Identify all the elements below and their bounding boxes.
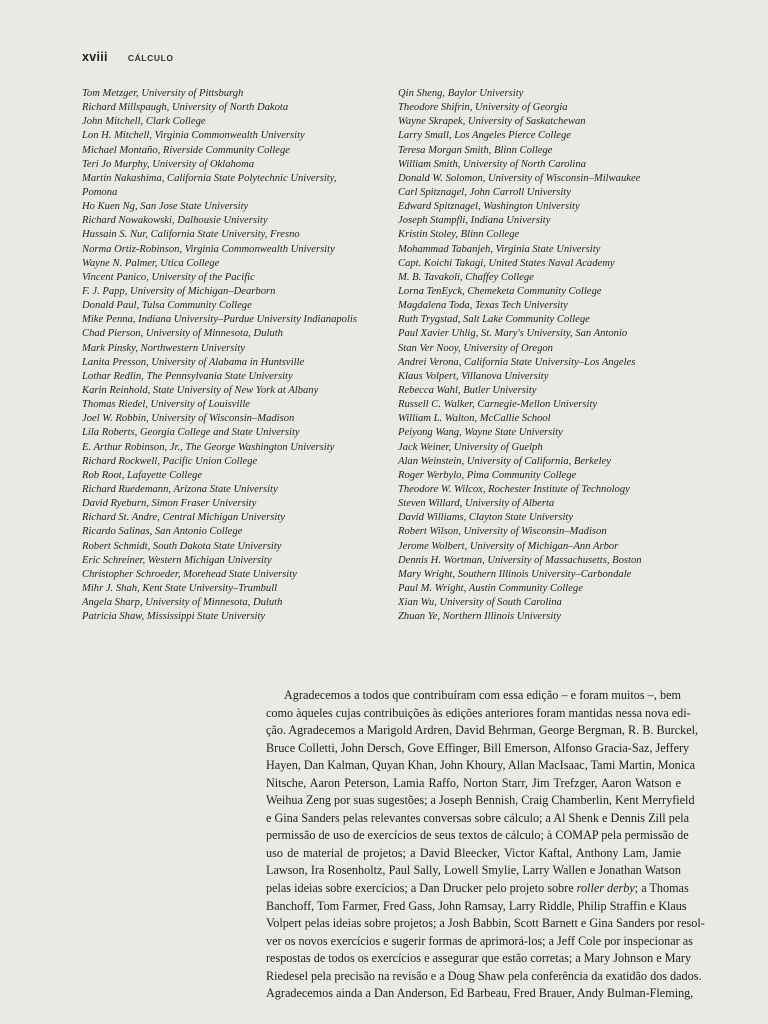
reviewer-entry: Lon H. Mitchell, Virginia Commonwealth University	[82, 130, 305, 142]
reviewer-entry: Mohammad Tabanjeh, Virginia State University	[398, 243, 601, 255]
reviewer-entry: Wayne Skrapek, University of Saskatchewan	[398, 116, 586, 128]
paragraph-line: permissão de uso de exercícios de seus textos de cálculo; à COMAP pela permissão de	[266, 828, 689, 843]
reviewer-entry: Mike Penna, Indiana University–Purdue University Indianapolis	[82, 314, 357, 326]
paragraph-line: como àqueles cujas contribuições às edições anteriores foram mantidas nessa nova edi-	[266, 705, 691, 720]
reviewer-entry: Richard St. Andre, Central Michigan University	[82, 512, 285, 524]
reviewer-entry: Qin Sheng, Baylor University	[398, 88, 524, 99]
reviewer-entry: Ruth Trygstad, Salt Lake Community College	[398, 314, 590, 326]
reviewer-entry: Lothar Redlin, The Pennsylvania State University	[82, 370, 293, 382]
reviewer-entry: Capt. Koichi Takagi, United States Naval Academy	[398, 257, 615, 269]
reviewer-entry: Donald W. Solomon, University of Wisconsin–Milwaukee	[398, 172, 641, 184]
reviewer-entry: Stan Ver Nooy, University of Oregon	[398, 342, 553, 354]
reviewer-entry: Zhuan Ye, Northern Illinois University	[398, 611, 561, 623]
reviewer-entry: Carl Spitznagel, John Carroll University	[398, 186, 571, 198]
reviewer-entry: Robert Wilson, University of Wisconsin–Madison	[398, 526, 607, 538]
reviewer-entry: Donald Paul, Tulsa Community College	[82, 300, 252, 312]
reviewers-list-right	[398, 87, 698, 624]
reviewer-entry: Paul M. Wright, Austin Community College	[398, 582, 583, 594]
reviewer-entry: Magdalena Toda, Texas Tech University	[398, 300, 568, 312]
reviewer-entry: Norma Ortiz-Robinson, Virginia Commonwealth University	[82, 243, 335, 255]
reviewer-entry: Teresa Morgan Smith, Blinn College	[398, 144, 553, 156]
reviewer-entry: Richard Millspaugh, University of North Dakota	[82, 102, 289, 114]
reviewer-entry: Lila Roberts, Georgia College and State University	[82, 427, 300, 439]
reviewer-entry: Dennis H. Wortman, University of Massachusetts, Boston	[398, 554, 642, 566]
reviewer-entry: Wayne N. Palmer, Utica College	[82, 257, 220, 269]
reviewer-entry: David Ryeburn, Simon Fraser University	[82, 498, 257, 510]
reviewer-entry: F. J. Papp, University of Michigan–Dearborn	[82, 285, 276, 297]
reviewer-entry: E. Arthur Robinson, Jr., The George Washington University	[82, 441, 335, 453]
reviewer-entry: Teri Jo Murphy, University of Oklahoma	[82, 158, 255, 170]
reviewer-entry: Patricia Shaw, Mississippi State University	[82, 611, 266, 623]
paragraph-line: Weihua Zeng por suas sugestões; a Joseph Bennish, Craig Chamberlin, Kent Merryfield	[266, 793, 695, 808]
running-title: CÁLCULO	[127, 53, 174, 63]
reviewer-entry: Rebecca Wahl, Butler University	[398, 384, 537, 396]
running-header	[82, 50, 174, 72]
reviewer-entry: Ricardo Salinas, San Antonio College	[82, 526, 243, 538]
paragraph-line: Lawson, Ira Rosenholtz, Paul Sally, Lowell Smylie, Larry Wallen e Jonathan Watson	[266, 863, 681, 878]
reviewer-entry: John Mitchell, Clark College	[82, 116, 206, 128]
reviewer-entry: Russell C. Walker, Carnegie-Mellon University	[398, 399, 598, 411]
reviewer-entry: William L. Walton, McCallie School	[398, 413, 551, 425]
reviewer-entry: Paul Xavier Uhlig, St. Mary's University, San Antonio	[398, 328, 628, 340]
reviewer-entry: Ho Kuen Ng, San Jose State University	[82, 201, 249, 213]
reviewer-entry: Klaus Volpert, Villanova University	[398, 370, 549, 382]
reviewers-list-left	[82, 87, 382, 624]
page-number: xviii	[82, 50, 108, 64]
reviewer-entry: M. B. Tavakoli, Chaffey College	[398, 271, 534, 283]
paragraph-line: ver os novos exercícios e sugerir formas de aprimorá-los; a Jeff Cole por inspecionar as	[266, 933, 693, 948]
reviewer-entry: Xian Wu, University of South Carolina	[398, 597, 562, 609]
reviewer-entry: Mihr J. Shah, Kent State University–Trumbull	[82, 582, 278, 594]
reviewer-entry: Peiyong Wang, Wayne State University	[398, 427, 563, 439]
reviewer-entry: Joseph Stampfli, Indiana University	[398, 215, 551, 227]
paragraph-line: pelas ideias sobre exercícios; a Dan Drucker pelo projeto sobre roller derby; a Thomas	[266, 881, 689, 896]
paragraph-line: Nitsche, Aaron Peterson, Lamia Raffo, Norton Starr, Jim Trefzger, Aaron Watson e	[266, 775, 681, 790]
reviewer-entry: Richard Rockwell, Pacific Union College	[82, 455, 258, 467]
reviewer-entry: Theodore Shifrin, University of Georgia	[398, 102, 568, 114]
reviewer-entry: Pomona	[82, 186, 118, 198]
reviewer-entry: Richard Nowakowski, Dalhousie University	[82, 215, 268, 227]
paragraph-line: Banchoff, Tom Farmer, Fred Gass, John Ramsay, Larry Riddle, Philip Straffin e Klaus	[266, 898, 687, 913]
reviewer-entry: William Smith, University of North Carolina	[398, 158, 586, 170]
reviewer-entry: Andrei Verona, California State University–Los Angeles	[398, 356, 636, 368]
paragraph-line: Bruce Colletti, John Dersch, Gove Effinger, Bill Emerson, Alfonso Gracia-Saz, Jeffery	[266, 740, 690, 755]
italic-term: roller derby	[576, 881, 635, 896]
paragraph-line: Volpert pelas ideias sobre projetos; a Josh Babbin, Scott Barnett e Gina Sanders por resol-	[266, 916, 705, 931]
reviewer-entry: Alan Weinstein, University of California, Berkeley	[398, 455, 611, 467]
reviewer-entry: Theodore W. Wilcox, Rochester Institute of Technology	[398, 483, 630, 495]
paragraph-line: Agradecemos a todos que contribuíram com essa edição – e foram muitos –, bem	[284, 688, 681, 702]
reviewer-entry: Tom Metzger, University of Pittsburgh	[82, 88, 244, 99]
reviewer-entry: Jerome Wolbert, University of Michigan–Ann Arbor	[398, 540, 619, 552]
reviewer-entry: Thomas Riedel, University of Louisville	[82, 399, 251, 411]
acknowledgment-paragraph	[266, 687, 705, 1003]
reviewer-entry: Joel W. Robbin, University of Wisconsin–Madison	[82, 413, 295, 425]
reviewer-entry: Jack Weiner, University of Guelph	[398, 441, 543, 453]
reviewer-entry: Larry Small, Los Angeles Pierce College	[398, 130, 572, 142]
reviewer-entry: Lanita Presson, University of Alabama in Huntsville	[82, 356, 305, 368]
reviewer-entry: Roger Werbylo, Pima Community College	[398, 469, 577, 481]
paragraph-line: ção. Agradecemos a Marigold Ardren, David Behrman, George Bergman, R. B. Burckel,	[266, 723, 699, 738]
reviewer-entry: Rob Root, Lafayette College	[82, 469, 203, 481]
paragraph-line: respostas de todos os exercícios e assegurar que estão corretas; a Mary Johnson e Mary	[266, 951, 692, 966]
reviewer-entry: Hussain S. Nur, California State University, Fresno	[82, 229, 300, 241]
reviewer-entry: Vincent Panico, University of the Pacific	[82, 271, 255, 283]
reviewer-entry: Edward Spitznagel, Washington University	[398, 201, 580, 213]
reviewer-entry: Chad Pierson, University of Minnesota, Duluth	[82, 328, 283, 340]
reviewer-entry: Christopher Schroeder, Morehead State University	[82, 568, 297, 580]
reviewer-entry: Martin Nakashima, California State Polytechnic University,	[82, 172, 337, 184]
reviewer-entry: Robert Schmidt, South Dakota State University	[82, 540, 282, 552]
paragraph-line: Agradecemos ainda a Dan Anderson, Ed Barbeau, Fred Brauer, Andy Bulman-Fleming,	[266, 986, 694, 1001]
reviewer-entry: Michael Montaño, Riverside Community College	[82, 144, 291, 156]
reviewer-entry: Eric Schreiner, Western Michigan University	[82, 554, 272, 566]
reviewer-entry: Karin Reinhold, State University of New York at Albany	[82, 384, 319, 396]
reviewer-entry: Richard Ruedemann, Arizona State University	[82, 483, 278, 495]
reviewer-entry: Mary Wright, Southern Illinois University–Carbondale	[398, 568, 632, 580]
paragraph-line: Hayen, Dan Kalman, Quyan Khan, John Khoury, Allan MacIsaac, Tami Martin, Monica	[266, 758, 695, 773]
reviewer-entry: Lorna TenEyck, Chemeketa Community College	[398, 285, 602, 297]
reviewer-entry: David Williams, Clayton State University	[398, 512, 574, 524]
reviewer-entry: Kristin Stoley, Blinn College	[398, 229, 520, 241]
paragraph-line: Riedesel pela precisão na revisão e a Doug Shaw pela conferência da exatidão dos dados.	[266, 968, 702, 983]
reviewer-entry: Angela Sharp, University of Minnesota, Duluth	[82, 597, 283, 609]
reviewer-entry: Steven Willard, University of Alberta	[398, 498, 555, 510]
paragraph-line: uso de material de projetos; a David Bleecker, Victor Kaftal, Anthony Lam, Jamie	[266, 845, 681, 860]
paragraph-line: e Gina Sanders pelas relevantes conversas sobre cálculo; a Al Shenk e Dennis Zill pela	[266, 810, 690, 825]
reviewer-entry: Mark Pinsky, Northwestern University	[82, 342, 246, 354]
